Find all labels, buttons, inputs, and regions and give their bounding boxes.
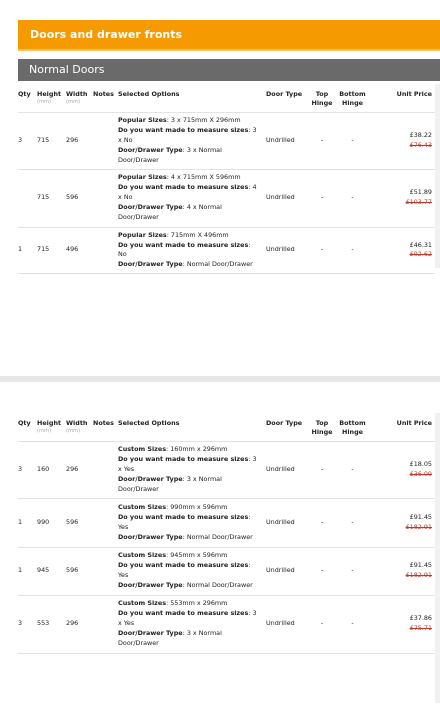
top-hinge-cell: - [308, 442, 336, 499]
col-top-hinge: Top Hinge [308, 413, 336, 442]
height-cell: 945 [37, 547, 66, 595]
door-type-cell: Undrilled [266, 227, 308, 274]
table-row [18, 169, 435, 227]
col-qty: Qty [18, 84, 37, 113]
size-option: Popular Sizes: 3 x 715mm X 296mm [118, 116, 241, 124]
col-width: Width (mm) [66, 84, 93, 113]
unit-price-cell [369, 442, 435, 499]
selected-options-cell [118, 227, 266, 274]
qty-cell: 3 [18, 113, 37, 170]
original-price: £182.91 [405, 522, 432, 531]
col-bottom-hinge: Bottom Hinge [336, 413, 369, 442]
width-cell: 296 [66, 595, 93, 653]
unit-price-cell [369, 595, 435, 653]
unit-price: £91.45 [409, 561, 432, 570]
width-cell: 296 [66, 113, 93, 170]
col-qty: Qty [18, 413, 37, 442]
col-selected-options: Selected Options [118, 84, 266, 113]
col-door-type: Door Type [266, 84, 308, 113]
door-type-cell: Undrilled [266, 169, 308, 227]
original-price: £182.91 [405, 571, 432, 580]
measure-option: Do you want made to measure sizes: 3 x No [118, 125, 257, 144]
door-type-cell: Undrilled [266, 113, 308, 170]
table-scrollbar-2[interactable] [435, 413, 440, 703]
qty-cell: 1 [18, 547, 37, 595]
measure-option: Do you want made to measure sizes: 4 x No [118, 183, 257, 202]
measure-option: Do you want made to measure sizes: Yes [118, 512, 251, 531]
section-divider [0, 376, 440, 382]
measure-option: Do you want made to measure sizes: Yes [118, 561, 251, 580]
type-option: Door/Drawer Type: Normal Door/Drawer [118, 532, 253, 541]
col-bottom-hinge: Bottom Hinge [336, 84, 369, 113]
table-scrollbar-1[interactable] [435, 84, 440, 268]
table-container-2 [18, 413, 440, 703]
door-type-cell: Undrilled [266, 498, 308, 547]
size-option: Custom Sizes: 160mm x 296mm [118, 445, 228, 453]
bottom-hinge-cell: - [336, 169, 369, 227]
col-height: Height (mm) [37, 84, 66, 113]
size-option: Popular Sizes: 4 x 715mm X 596mm [118, 173, 241, 182]
col-unit-price: Unit Price [369, 84, 435, 113]
door-type-cell: Undrilled [266, 442, 308, 499]
unit-price-cell [369, 113, 435, 170]
height-cell: 715 [37, 113, 66, 170]
door-type-cell: Undrilled [266, 547, 308, 595]
bottom-hinge-cell: - [336, 442, 369, 499]
col-selected-options: Selected Options [118, 413, 266, 442]
notes-cell [93, 113, 118, 170]
qty-cell: 1 [18, 227, 37, 274]
table-row [18, 113, 435, 170]
type-option: Door/Drawer Type: 3 x Normal Door/Drawer [118, 629, 222, 647]
size-option: Custom Sizes: 990mm x 596mm [118, 502, 228, 511]
bottom-hinge-cell: - [336, 547, 369, 595]
top-hinge-cell: - [308, 169, 336, 227]
doors-table-1 [18, 84, 435, 274]
qty-cell: 3 [18, 595, 37, 653]
section-title: Normal Doors [29, 63, 105, 76]
width-cell: 596 [66, 547, 93, 595]
section-header-bar [18, 59, 440, 81]
unit-price: £18.05 [409, 459, 432, 468]
qty-cell: 1 [18, 498, 37, 547]
unit-price-cell [369, 547, 435, 595]
type-option: Door/Drawer Type: 3 x Normal Door/Drawer [118, 474, 222, 493]
original-price: £103.77 [405, 198, 432, 207]
height-cell: 715 [37, 227, 66, 274]
bottom-hinge-cell: - [336, 113, 369, 170]
doors-header-bar [18, 20, 440, 51]
unit-price: £51.89 [409, 188, 432, 197]
col-top-hinge: Top Hinge [308, 84, 336, 113]
width-cell: 296 [66, 442, 93, 499]
doors-table-2 [18, 413, 435, 654]
notes-cell [93, 227, 118, 274]
height-cell: 715 [37, 169, 66, 227]
notes-cell [93, 595, 118, 653]
original-price: £92.62 [409, 250, 432, 259]
top-hinge-cell: - [308, 595, 336, 653]
table-container-1 [18, 84, 440, 268]
bottom-hinge-cell: - [336, 227, 369, 274]
table-header-row [18, 84, 435, 113]
original-price: £75.71 [409, 624, 432, 633]
height-cell: 990 [37, 498, 66, 547]
measure-option: Do you want made to measure sizes: No [118, 240, 251, 259]
height-cell: 160 [37, 442, 66, 499]
type-option: Door/Drawer Type: 3 x Normal Door/Drawer [118, 145, 222, 164]
unit-price-cell [369, 169, 435, 227]
measure-option: Do you want made to measure sizes: 3 x Yes [118, 609, 257, 628]
qty-cell [18, 169, 37, 227]
col-notes: Notes [93, 413, 118, 442]
size-option: Custom Sizes: 553mm x 296mm [118, 599, 228, 608]
table-row [18, 547, 435, 595]
qty-cell: 3 [18, 442, 37, 499]
original-price: £36.09 [409, 469, 432, 478]
selected-options-cell [118, 442, 266, 499]
unit-price-cell [369, 227, 435, 274]
width-cell: 596 [66, 169, 93, 227]
original-price: £76.43 [409, 140, 432, 149]
col-unit-price: Unit Price [369, 413, 435, 442]
door-type-cell: Undrilled [266, 595, 308, 653]
type-option: Door/Drawer Type: Normal Door/Drawer [118, 260, 253, 269]
table-row [18, 442, 435, 499]
table-row [18, 498, 435, 547]
bottom-hinge-cell: - [336, 498, 369, 547]
top-hinge-cell: - [308, 227, 336, 274]
selected-options-cell [118, 169, 266, 227]
notes-cell [93, 498, 118, 547]
col-notes: Notes [93, 84, 118, 113]
selected-options-cell [118, 547, 266, 595]
unit-price: £38.22 [409, 130, 432, 139]
col-height: Height (mm) [37, 413, 66, 442]
col-door-type: Door Type [266, 413, 308, 442]
selected-options-cell [118, 113, 266, 170]
measure-option: Do you want made to measure sizes: 3 x Yes [118, 454, 257, 473]
selected-options-cell [118, 595, 266, 653]
top-hinge-cell: - [308, 498, 336, 547]
size-option: Custom Sizes: 945mm x 596mm [118, 551, 228, 560]
top-hinge-cell: - [308, 113, 336, 170]
col-width: Width (mm) [66, 413, 93, 442]
unit-price-cell [369, 498, 435, 547]
notes-cell [93, 169, 118, 227]
page-title: Doors and drawer fronts [30, 28, 183, 41]
size-option: Popular Sizes: 715mm X 496mm [118, 230, 229, 239]
type-option: Door/Drawer Type: 4 x Normal Door/Drawer [118, 203, 222, 221]
width-cell: 596 [66, 498, 93, 547]
height-cell: 553 [37, 595, 66, 653]
selected-options-cell [118, 498, 266, 547]
width-cell: 496 [66, 227, 93, 274]
bottom-hinge-cell: - [336, 595, 369, 653]
top-hinge-cell: - [308, 547, 336, 595]
notes-cell [93, 547, 118, 595]
table-row [18, 227, 435, 274]
type-option: Door/Drawer Type: Normal Door/Drawer [118, 581, 253, 590]
unit-price: £46.31 [409, 240, 432, 249]
table-row [18, 595, 435, 653]
notes-cell [93, 442, 118, 499]
unit-price: £91.45 [409, 512, 432, 521]
unit-price: £37.86 [409, 614, 432, 623]
table-header-row [18, 413, 435, 442]
